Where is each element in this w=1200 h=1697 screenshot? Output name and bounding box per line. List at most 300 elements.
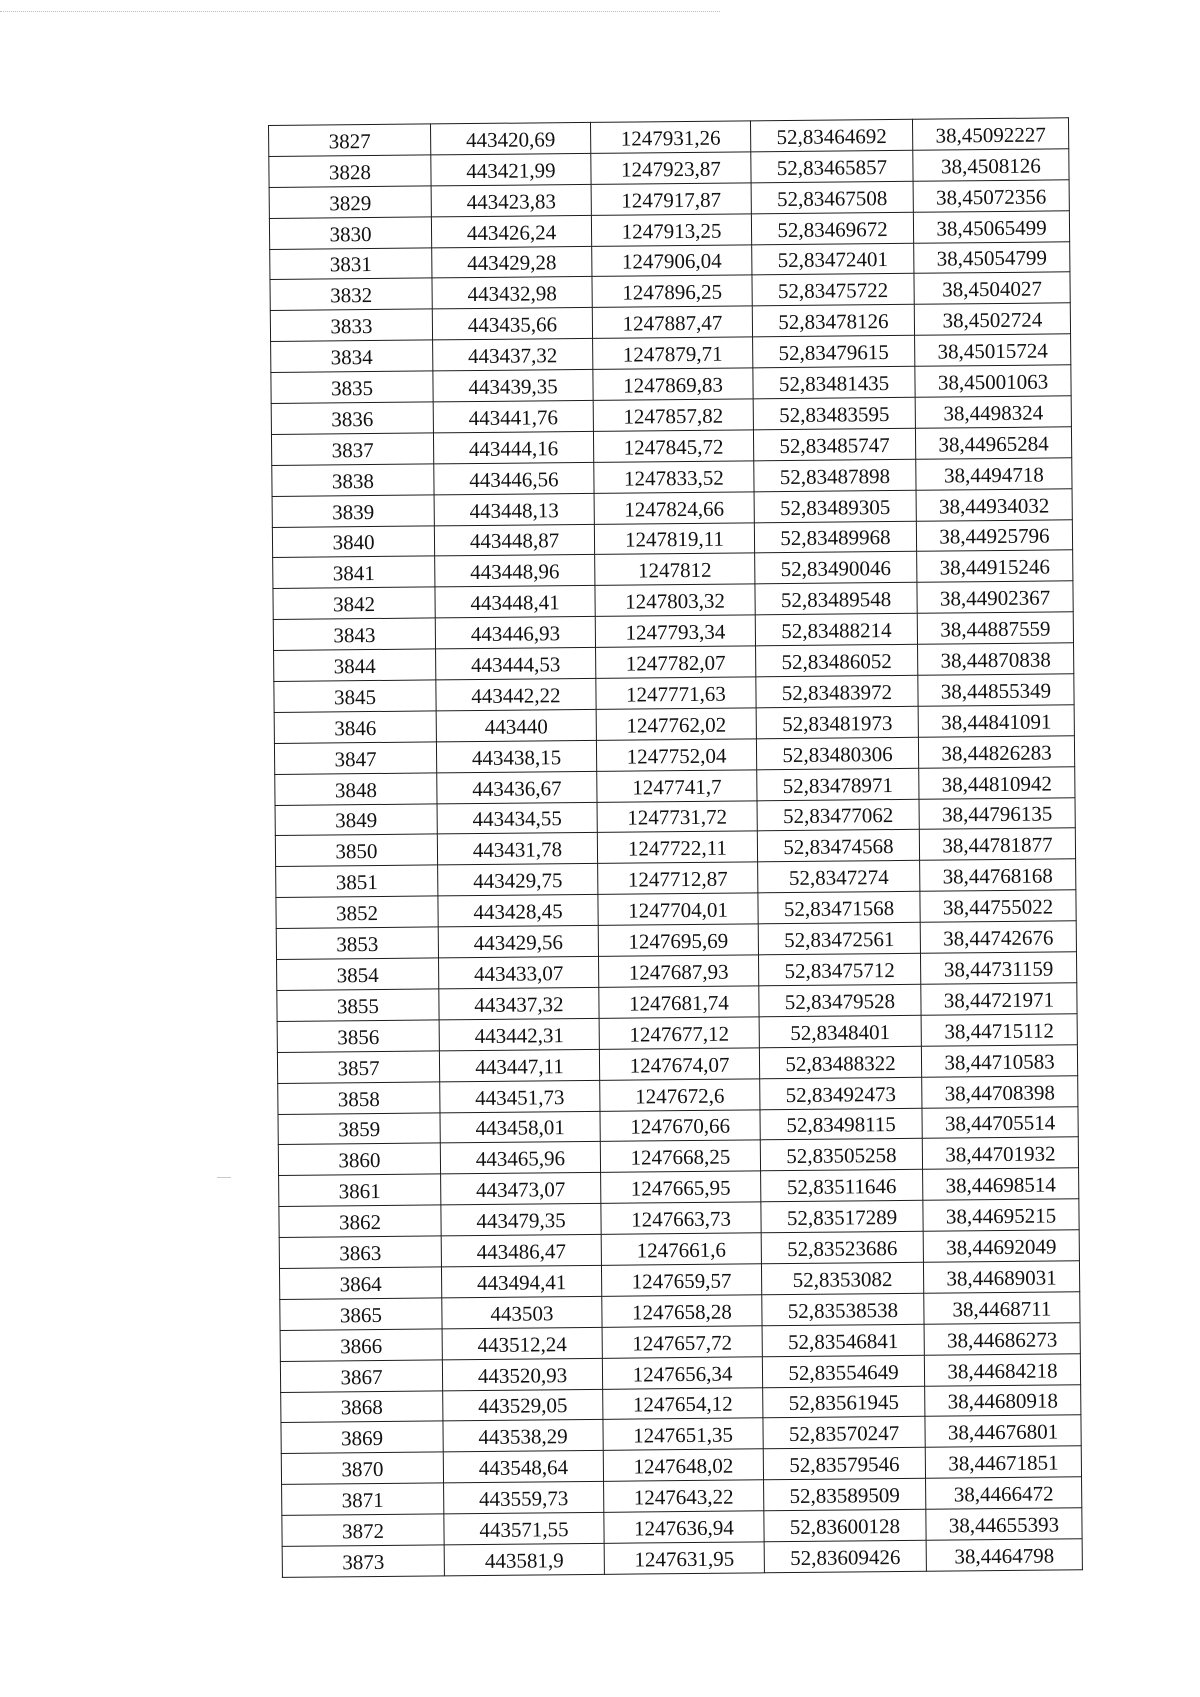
y-coordinate-cell-text: 1247793,34 [625, 619, 726, 645]
y-coordinate-cell-text: 1247917,87 [621, 187, 722, 213]
longitude-cell [921, 983, 1077, 1015]
point-number-cell [277, 989, 439, 1021]
point-number-cell [279, 1174, 441, 1206]
x-coordinate-cell-text: 443436,67 [472, 775, 562, 801]
x-coordinate-cell-text: 443479,35 [476, 1208, 566, 1234]
longitude-cell [926, 1477, 1082, 1509]
point-number-cell-text: 3836 [331, 406, 374, 432]
x-coordinate-cell-text: 443451,73 [475, 1084, 565, 1110]
x-coordinate-cell-text: 443440 [484, 714, 548, 739]
longitude-cell [919, 828, 1075, 860]
x-coordinate-cell-text: 443448,41 [470, 590, 560, 616]
x-coordinate-cell [433, 370, 593, 402]
x-coordinate-cell [438, 895, 598, 927]
x-coordinate-cell [437, 771, 597, 803]
latitude-cell [763, 1448, 925, 1480]
y-coordinate-cell-text: 1247670,66 [630, 1114, 731, 1139]
point-number-cell-text: 3859 [338, 1117, 381, 1142]
point-number-cell-text: 3843 [333, 623, 376, 648]
latitude-cell [759, 1015, 921, 1047]
longitude-cell [924, 1353, 1080, 1385]
x-coordinate-cell [433, 431, 593, 463]
point-number-cell [272, 464, 434, 496]
point-number-cell-text: 3849 [335, 808, 378, 833]
y-coordinate-cell [596, 677, 756, 709]
point-number-cell-text: 3841 [332, 561, 375, 586]
y-coordinate-cell-text: 1247654,12 [632, 1392, 733, 1417]
x-coordinate-cell [435, 586, 595, 618]
point-number-cell [274, 680, 436, 712]
y-coordinate-cell [599, 986, 759, 1018]
x-coordinate-cell [431, 215, 591, 247]
latitude-cell-text: 52,83488214 [781, 618, 892, 644]
latitude-cell-text: 52,83467508 [776, 185, 888, 211]
longitude-cell-text: 38,44796135 [941, 801, 1053, 828]
latitude-cell [751, 181, 913, 213]
longitude-cell [917, 550, 1073, 582]
coordinates-table [268, 117, 1083, 1577]
y-coordinate-cell-text: 1247906,04 [621, 249, 722, 275]
x-coordinate-cell [438, 864, 598, 896]
longitude-cell [915, 396, 1071, 428]
x-coordinate-cell-text: 443529,05 [478, 1393, 568, 1419]
y-coordinate-cell [602, 1356, 762, 1388]
latitude-cell [751, 150, 913, 182]
point-number-cell-text: 3856 [337, 1024, 380, 1050]
point-number-cell-text: 3852 [335, 901, 379, 926]
longitude-cell-text: 38,45092227 [935, 122, 1046, 148]
latitude-cell [759, 984, 921, 1016]
latitude-cell-text: 52,83546841 [787, 1328, 899, 1354]
longitude-cell [923, 1199, 1079, 1231]
y-coordinate-cell [597, 831, 757, 863]
scan-edge-line [0, 11, 720, 12]
longitude-cell-text: 38,4494718 [943, 462, 1044, 488]
point-number-cell [271, 433, 433, 465]
latitude-cell-text: 52,83469672 [777, 216, 888, 242]
x-coordinate-cell-text: 443473,07 [475, 1177, 566, 1203]
point-number-cell [282, 1545, 444, 1577]
latitude-cell-text: 52,83517289 [786, 1205, 898, 1231]
point-number-cell-text: 3860 [338, 1148, 381, 1173]
x-coordinate-cell [442, 1296, 602, 1328]
x-coordinate-cell-text: 443431,78 [472, 837, 563, 863]
x-coordinate-cell-text: 443426,24 [466, 219, 557, 245]
x-coordinate-cell-text: 443494,41 [476, 1270, 567, 1295]
x-coordinate-cell [434, 462, 594, 494]
x-coordinate-cell [431, 153, 591, 185]
point-number-cell-text: 3869 [340, 1426, 384, 1451]
point-number-cell-text: 3848 [334, 777, 377, 802]
latitude-cell-text: 52,83561945 [788, 1390, 900, 1416]
point-number-cell-text: 3857 [337, 1055, 380, 1080]
x-coordinate-cell-text: 443441,76 [468, 405, 559, 430]
latitude-cell-text: 52,83554649 [788, 1359, 899, 1385]
x-coordinate-cell-text: 443420,69 [465, 127, 556, 152]
point-number-cell-text: 3864 [339, 1271, 382, 1297]
x-coordinate-cell-text: 443439,35 [468, 374, 558, 400]
y-coordinate-cell [602, 1295, 762, 1327]
longitude-cell [922, 1106, 1078, 1138]
y-coordinate-cell [603, 1387, 763, 1419]
longitude-cell [913, 210, 1069, 242]
latitude-cell-text: 52,83505258 [786, 1143, 897, 1169]
latitude-cell [762, 1355, 924, 1387]
x-coordinate-cell [439, 1018, 599, 1050]
point-number-cell-text: 3858 [337, 1086, 380, 1111]
latitude-cell-text: 52,83498115 [786, 1112, 896, 1138]
y-coordinate-cell-text: 1247658,28 [631, 1299, 732, 1325]
y-coordinate-cell-text: 1247643,22 [633, 1484, 734, 1510]
point-number-cell [273, 618, 435, 650]
point-number-cell [277, 958, 439, 990]
x-coordinate-cell [443, 1451, 603, 1483]
x-coordinate-cell-text: 443429,56 [473, 930, 564, 956]
y-coordinate-cell-text: 1247782,07 [625, 650, 726, 676]
longitude-cell [912, 118, 1068, 150]
x-coordinate-cell [431, 184, 591, 216]
x-coordinate-cell-text: 443444,53 [470, 652, 561, 678]
point-number-cell [281, 1452, 443, 1484]
y-coordinate-cell-text: 1247704,01 [628, 897, 729, 923]
point-number-cell [278, 1143, 440, 1175]
y-coordinate-cell [597, 800, 757, 832]
latitude-cell [763, 1417, 925, 1449]
latitude-cell [755, 614, 917, 646]
y-coordinate-cell [593, 399, 753, 431]
y-coordinate-cell [603, 1449, 763, 1481]
point-number-cell [276, 927, 438, 959]
point-number-cell [279, 1205, 441, 1237]
point-number-cell-text: 3842 [332, 592, 376, 617]
latitude-cell-text: 52,83478971 [782, 772, 894, 798]
y-coordinate-cell-text: 1247681,74 [628, 990, 729, 1016]
table-row [282, 1539, 1082, 1578]
x-coordinate-cell [434, 493, 594, 525]
latitude-cell-text: 52,83485747 [779, 432, 890, 458]
x-coordinate-cell [439, 956, 599, 988]
longitude-cell [923, 1261, 1079, 1293]
point-number-cell-text: 3840 [332, 530, 375, 555]
y-coordinate-cell-text: 1247657,72 [632, 1330, 733, 1356]
y-coordinate-cell-text: 1247687,93 [628, 959, 729, 985]
x-coordinate-cell-text: 443429,28 [467, 250, 557, 276]
latitude-cell-text: 52,83488322 [785, 1050, 896, 1076]
point-number-cell [279, 1267, 441, 1299]
point-number-cell-text: 3854 [336, 962, 379, 988]
point-number-cell-text: 3844 [333, 654, 376, 679]
y-coordinate-cell-text: 1247869,83 [623, 372, 724, 398]
longitude-cell [916, 458, 1072, 490]
point-number-cell [271, 371, 433, 403]
x-coordinate-cell [436, 678, 596, 710]
x-coordinate-cell [435, 617, 595, 649]
x-coordinate-cell-text: 443465,96 [475, 1146, 566, 1172]
y-coordinate-cell-text: 1247762,02 [626, 712, 727, 738]
latitude-cell [760, 1139, 922, 1171]
longitude-cell-text: 38,45001063 [937, 369, 1049, 395]
longitude-cell-text: 38,45054799 [936, 245, 1048, 272]
y-coordinate-cell-text: 1247659,57 [631, 1268, 732, 1294]
longitude-cell [925, 1384, 1081, 1416]
y-coordinate-cell-text: 1247712,87 [627, 866, 728, 892]
x-coordinate-cell [443, 1389, 603, 1421]
latitude-cell-text: 52,83570247 [788, 1421, 900, 1447]
y-coordinate-cell [595, 584, 755, 616]
latitude-cell [752, 274, 914, 306]
longitude-cell [915, 334, 1071, 366]
latitude-cell [751, 212, 913, 244]
x-coordinate-cell [444, 1482, 604, 1514]
latitude-cell-text: 52,83481435 [778, 371, 890, 397]
y-coordinate-cell [593, 337, 753, 369]
longitude-cell-text: 38,44695215 [945, 1203, 1057, 1229]
point-number-cell [270, 278, 432, 310]
y-coordinate-cell [590, 121, 750, 153]
longitude-cell [918, 705, 1074, 737]
y-coordinate-cell [599, 1048, 759, 1080]
longitude-cell-text: 38,4466472 [953, 1481, 1054, 1507]
y-coordinate-cell-text: 1247731,72 [627, 805, 728, 831]
point-number-cell-text: 3868 [340, 1395, 383, 1420]
coordinates-table-body [269, 118, 1083, 1577]
y-coordinate-cell [604, 1480, 764, 1512]
longitude-cell [923, 1168, 1079, 1200]
latitude-cell [754, 459, 916, 491]
y-coordinate-cell [592, 275, 752, 307]
y-coordinate-cell-text: 1247663,73 [631, 1206, 732, 1232]
latitude-cell-text: 52,83609426 [790, 1544, 901, 1570]
longitude-cell-text: 38,4502724 [942, 307, 1043, 333]
longitude-cell-text: 38,4498324 [943, 400, 1044, 426]
latitude-cell-text: 52,83589509 [789, 1483, 900, 1509]
x-coordinate-cell-text: 443423,83 [466, 188, 556, 214]
x-coordinate-cell [433, 400, 593, 432]
latitude-cell-text: 52,83489548 [780, 587, 892, 613]
latitude-cell-text: 52,8347274 [788, 865, 889, 891]
longitude-cell-text: 38,4468711 [952, 1296, 1052, 1322]
point-number-cell [273, 587, 435, 619]
latitude-cell [756, 644, 918, 676]
x-coordinate-cell-text: 443428,45 [473, 899, 563, 925]
point-number-cell [276, 896, 438, 928]
longitude-cell [921, 1044, 1077, 1076]
point-number-cell [272, 495, 434, 527]
y-coordinate-cell-text: 1247896,25 [622, 279, 723, 305]
longitude-cell [918, 736, 1074, 768]
latitude-cell [760, 1077, 922, 1109]
longitude-cell [917, 612, 1073, 644]
latitude-cell [757, 768, 919, 800]
x-coordinate-cell-text: 443444,16 [468, 436, 559, 461]
point-number-cell-text: 3861 [338, 1179, 381, 1204]
latitude-cell [760, 1108, 922, 1140]
x-coordinate-cell [435, 555, 595, 587]
point-number-cell-text: 3828 [328, 159, 372, 185]
latitude-cell [758, 861, 920, 893]
point-number-cell-text: 3873 [342, 1549, 385, 1575]
point-number-cell-text: 3872 [341, 1518, 385, 1544]
latitude-cell [763, 1386, 925, 1418]
y-coordinate-cell-text: 1247661,6 [636, 1237, 727, 1263]
y-coordinate-cell [602, 1326, 762, 1358]
longitude-cell [919, 797, 1075, 829]
latitude-cell-text: 52,83481973 [782, 710, 893, 736]
longitude-cell [925, 1415, 1081, 1447]
y-coordinate-cell-text: 1247695,69 [628, 928, 729, 954]
point-number-cell-text: 3870 [341, 1457, 384, 1482]
latitude-cell [752, 305, 914, 337]
point-number-cell-text: 3846 [334, 715, 377, 741]
x-coordinate-cell [432, 246, 592, 278]
point-number-cell [277, 1020, 439, 1052]
x-coordinate-cell-text: 443458,01 [475, 1115, 565, 1141]
latitude-cell-text: 52,83523686 [787, 1235, 898, 1262]
point-number-cell [280, 1298, 442, 1330]
x-coordinate-cell-text: 443548,64 [478, 1455, 569, 1481]
longitude-cell-text: 38,44810942 [941, 771, 1053, 797]
longitude-cell [918, 674, 1074, 706]
latitude-cell [764, 1478, 926, 1510]
y-coordinate-cell [600, 1078, 760, 1110]
x-coordinate-cell [444, 1543, 604, 1575]
longitude-cell-text: 38,44742676 [943, 925, 1054, 951]
point-number-cell [280, 1360, 442, 1392]
x-coordinate-cell-text: 443571,55 [479, 1517, 569, 1543]
x-coordinate-cell [441, 1204, 601, 1236]
point-number-cell-text: 3829 [329, 190, 372, 216]
point-number-cell [274, 711, 436, 743]
y-coordinate-cell [595, 553, 755, 585]
y-coordinate-cell [598, 924, 758, 956]
y-coordinate-cell-text: 1247923,87 [620, 156, 721, 182]
latitude-cell [758, 922, 920, 954]
x-coordinate-cell [432, 308, 592, 340]
y-coordinate-cell-text: 1247677,12 [629, 1021, 730, 1047]
latitude-cell-text: 52,83483595 [779, 401, 890, 428]
y-coordinate-cell-text: 1247887,47 [622, 310, 723, 336]
point-number-cell [275, 804, 437, 836]
x-coordinate-cell-text: 443448,13 [469, 497, 559, 523]
x-coordinate-cell-text: 443434,55 [472, 806, 562, 832]
point-number-cell-text: 3831 [329, 252, 372, 277]
y-coordinate-cell [598, 862, 758, 894]
latitude-cell-text: 52,83483972 [781, 679, 893, 706]
x-coordinate-cell [432, 277, 592, 309]
longitude-cell-text: 38,44676801 [947, 1419, 1059, 1445]
x-coordinate-cell [440, 1142, 600, 1174]
point-number-cell [279, 1236, 441, 1268]
latitude-cell-text: 52,83471568 [783, 896, 895, 922]
longitude-cell [920, 859, 1076, 891]
y-coordinate-cell-text: 1247631,95 [634, 1546, 735, 1572]
x-coordinate-cell-text: 443435,66 [467, 312, 558, 338]
x-coordinate-cell [442, 1358, 602, 1390]
latitude-cell [753, 428, 915, 460]
longitude-cell-text: 38,44671851 [948, 1450, 1059, 1476]
y-coordinate-cell [601, 1202, 761, 1234]
latitude-cell-text: 52,83490046 [780, 556, 892, 582]
point-number-cell [280, 1329, 442, 1361]
longitude-cell [922, 1137, 1078, 1169]
x-coordinate-cell-text: 443432,98 [467, 281, 557, 307]
x-coordinate-cell [441, 1265, 601, 1297]
x-coordinate-cell-text: 443538,29 [478, 1424, 568, 1450]
point-number-cell [269, 155, 431, 187]
point-number-cell [274, 742, 436, 774]
x-coordinate-cell [433, 339, 593, 371]
longitude-cell-text: 38,45065499 [936, 215, 1047, 241]
x-coordinate-cell-text: 443447,11 [475, 1053, 564, 1079]
point-number-cell-text: 3853 [336, 932, 379, 957]
longitude-cell-text: 38,44925796 [939, 523, 1050, 550]
x-coordinate-cell-text: 443520,93 [477, 1362, 568, 1388]
longitude-cell [915, 365, 1071, 397]
latitude-cell-text: 52,83487898 [779, 463, 891, 489]
y-coordinate-cell-text: 1247752,04 [626, 743, 727, 769]
longitude-cell [915, 427, 1071, 459]
latitude-cell-text: 52,83479615 [778, 340, 889, 366]
latitude-cell-text: 52,83477062 [782, 803, 894, 829]
x-coordinate-cell-text: 443448,87 [469, 528, 560, 554]
longitude-cell [920, 890, 1076, 922]
longitude-cell-text: 38,44680918 [947, 1388, 1059, 1414]
y-coordinate-cell-text: 1247741,7 [632, 774, 722, 800]
point-number-cell-text: 3838 [331, 468, 375, 494]
x-coordinate-cell [436, 709, 596, 741]
point-number-cell-text: 3866 [340, 1333, 383, 1358]
latitude-cell [762, 1324, 924, 1356]
longitude-cell [917, 581, 1073, 613]
x-coordinate-cell-text: 443442,22 [471, 683, 561, 708]
x-coordinate-cell [439, 1049, 599, 1081]
x-coordinate-cell-text: 443437,32 [467, 343, 558, 369]
longitude-cell [916, 488, 1072, 520]
latitude-cell-text: 52,83479528 [784, 988, 896, 1014]
y-coordinate-cell [601, 1171, 761, 1203]
point-number-cell [277, 1051, 439, 1083]
x-coordinate-cell [444, 1512, 604, 1544]
point-number-cell-text: 3855 [336, 993, 380, 1019]
latitude-cell-text: 52,83600128 [789, 1513, 901, 1540]
x-coordinate-cell [437, 833, 597, 865]
longitude-cell [916, 519, 1072, 551]
longitude-cell-text: 38,4504027 [942, 276, 1043, 302]
y-coordinate-cell-text: 1247651,35 [633, 1422, 734, 1448]
y-coordinate-cell [592, 306, 752, 338]
latitude-cell-text: 52,83472561 [784, 927, 895, 953]
x-coordinate-cell-text: 443437,32 [474, 992, 564, 1017]
longitude-cell [914, 241, 1070, 273]
longitude-cell-text: 38,44721971 [943, 987, 1055, 1013]
y-coordinate-cell [591, 214, 751, 246]
y-coordinate-cell-text: 1247819,11 [624, 527, 725, 553]
latitude-cell [757, 799, 919, 831]
x-coordinate-cell [437, 802, 597, 834]
y-coordinate-cell [591, 183, 751, 215]
x-coordinate-cell [436, 740, 596, 772]
point-number-cell-text: 3837 [331, 437, 374, 463]
latitude-cell [755, 552, 917, 584]
longitude-cell [914, 272, 1070, 304]
y-coordinate-cell [600, 1109, 760, 1141]
longitude-cell [913, 180, 1069, 212]
point-number-cell [276, 865, 438, 897]
longitude-cell-text: 38,44698514 [945, 1172, 1056, 1198]
y-coordinate-cell-text: 1247672,6 [635, 1083, 725, 1109]
longitude-cell [913, 149, 1069, 181]
x-coordinate-cell-text: 443559,73 [478, 1486, 569, 1512]
